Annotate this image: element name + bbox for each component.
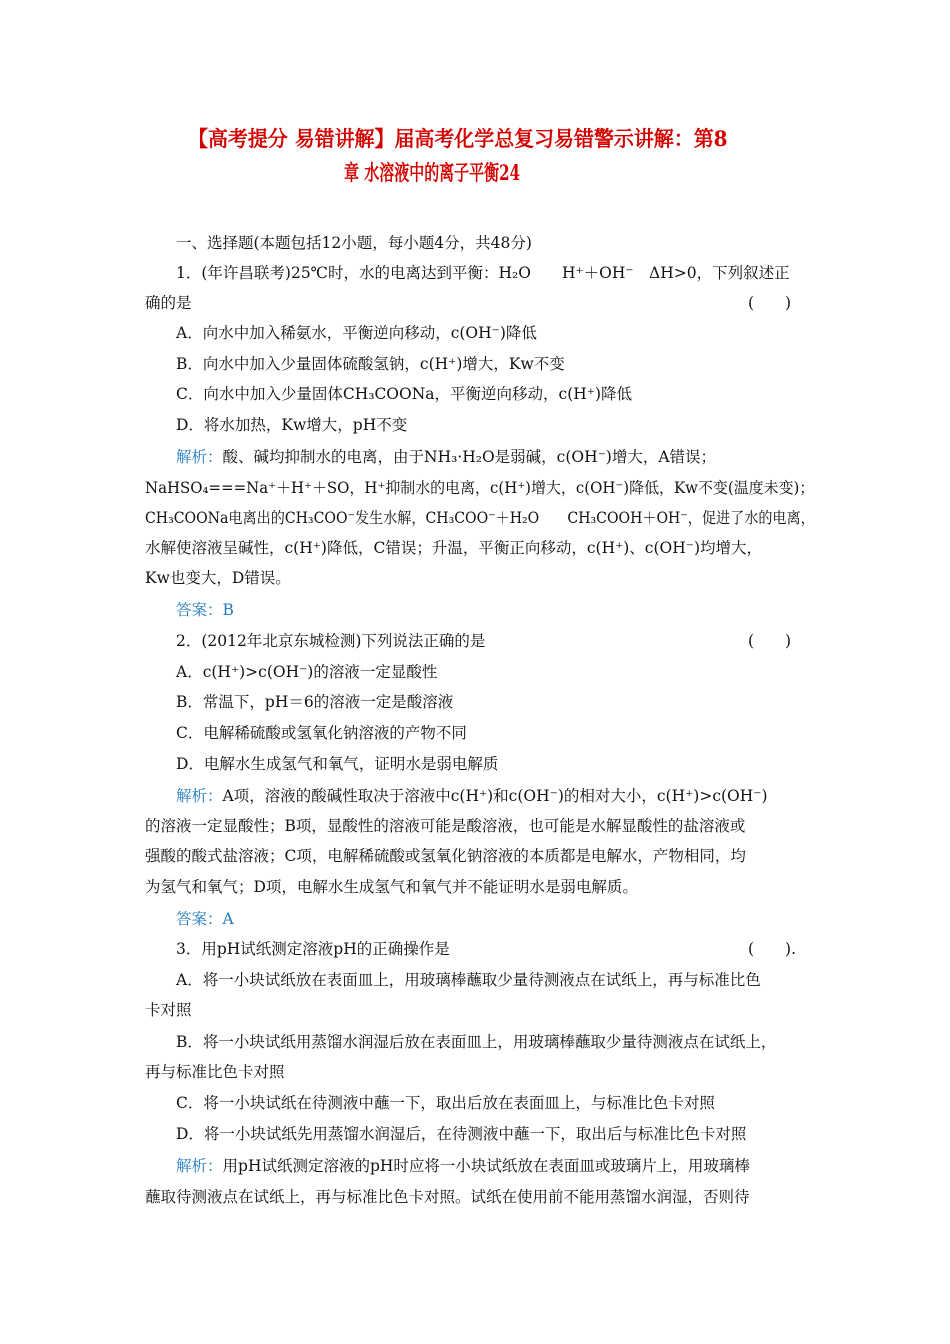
document-title-line2: 章 水溶液中的离子平衡24 <box>344 160 521 185</box>
q2-answer-blank: ( ) <box>748 632 792 650</box>
q2-analysis-line3: 强酸的酸式盐溶液；C项，电解稀硫酸或氢氧化钠溶液的本质都是电解水，产物相同，均 <box>145 847 746 865</box>
q3-option-c: C．将一小块试纸在待测液中蘸一下，取出后放在表面皿上，与标准比色卡对照 <box>176 1094 715 1112</box>
q1-stem-line1: 1．(年许昌联考)25℃时，水的电离达到平衡：H₂O H⁺＋OH⁻ ΔH>0，下列叙述正 <box>176 264 790 282</box>
q3-analysis-label: 解析： <box>176 1157 223 1175</box>
q1-analysis-line2: NaHSO₄===Na⁺＋H⁺＋SO，H⁺抑制水的电离，c(H⁺)增大，c(OH⁻)降低，Kw不变(温度未变)； <box>145 479 815 497</box>
q3-stem: 3．用pH试纸测定溶液pH的正确操作是 <box>176 940 450 958</box>
q3-answer-blank: ( ). <box>748 940 797 958</box>
q1-option-b: B．向水中加入少量固体硫酸氢钠，c(H⁺)增大，Kw不变 <box>176 355 565 373</box>
q3-analysis-line2: 蘸取待测液点在试纸上，再与标准比色卡对照。试纸在使用前不能用蒸馏水润湿，否则待 <box>145 1188 750 1206</box>
q2-option-a: A．c(H⁺)>c(OH⁻)的溶液一定显酸性 <box>176 663 438 681</box>
q3-option-b-line2: 再与标准比色卡对照 <box>145 1063 285 1081</box>
q2-option-d: D．电解水生成氢气和氧气，证明水是弱电解质 <box>176 755 499 773</box>
section-heading: 一、选择题(本题包括12小题，每小题4分，共48分) <box>176 234 532 252</box>
q2-analysis-line1: 解析：A项，溶液的酸碱性取决于溶液中c(H⁺)和c(OH⁻)的相对大小，c(H⁺)>c(OH⁻) <box>176 787 768 805</box>
q1-option-d: D．将水加热，Kw增大，pH不变 <box>176 416 408 434</box>
q1-option-a: A．向水中加入稀氨水，平衡逆向移动，c(OH⁻)降低 <box>176 324 537 342</box>
q3-option-d: D．将一小块试纸先用蒸馏水润湿后，在待测液中蘸一下，取出后与标准比色卡对照 <box>176 1125 747 1143</box>
q2-stem: 2．(2012年北京东城检测)下列说法正确的是 <box>176 632 486 650</box>
q3-option-b-line1: B．将一小块试纸用蒸馏水润湿后放在表面皿上，用玻璃棒蘸取少量待测液点在试纸上， <box>176 1033 777 1051</box>
q1-analysis-line4: 水解使溶液呈碱性，c(H⁺)降低，C错误；升温，平衡正向移动，c(H⁺)、c(OH⁻)均增大， <box>145 539 762 557</box>
q1-stem-line2: 确的是 <box>145 294 192 312</box>
q3-analysis-line1: 解析：用pH试纸测定溶液的pH时应将一小块试纸放在表面皿或玻璃片上，用玻璃棒 <box>176 1157 750 1175</box>
q2-analysis-line4: 为氢气和氧气；D项，电解水生成氢气和氧气并不能证明水是弱电解质。 <box>145 878 638 896</box>
q3-option-a-line1: A．将一小块试纸放在表面皿上，用玻璃棒蘸取少量待测液点在试纸上，再与标准比色 <box>176 971 761 989</box>
document-title-line1: 【高考提分 易错讲解】届高考化学总复习易错警示讲解：第8 <box>188 126 728 151</box>
q1-analysis-line3: CH₃COONa电离出的CH₃COO⁻发生水解，CH₃COO⁻＋H₂O CH₃COOH＋OH⁻，促进了水的电离， <box>145 509 815 527</box>
q2-analysis-label: 解析： <box>176 787 223 805</box>
q2-analysis-line2: 的溶液一定显酸性；B项，显酸性的溶液可能是酸溶液，也可能是水解显酸性的盐溶液或 <box>145 817 746 835</box>
q1-answer: 答案：B <box>176 601 234 619</box>
q2-answer: 答案：A <box>176 910 234 928</box>
q1-option-c: C．向水中加入少量固体CH₃COONa，平衡逆向移动，c(H⁺)降低 <box>176 385 633 403</box>
q3-option-a-line2: 卡对照 <box>145 1001 192 1019</box>
q1-answer-blank: ( ) <box>748 294 792 312</box>
q1-analysis-line5: Kw也变大，D错误。 <box>145 569 291 587</box>
q2-option-b: B．常温下，pH＝6的溶液一定是酸溶液 <box>176 693 454 711</box>
q1-analysis-line1: 解析：酸、碱均抑制水的电离，由于NH₃·H₂O是弱碱，c(OH⁻)增大，A错误； <box>176 448 717 466</box>
q2-option-c: C．电解稀硫酸或氢氧化钠溶液的产物不同 <box>176 724 467 742</box>
q1-analysis-label: 解析： <box>176 448 223 466</box>
